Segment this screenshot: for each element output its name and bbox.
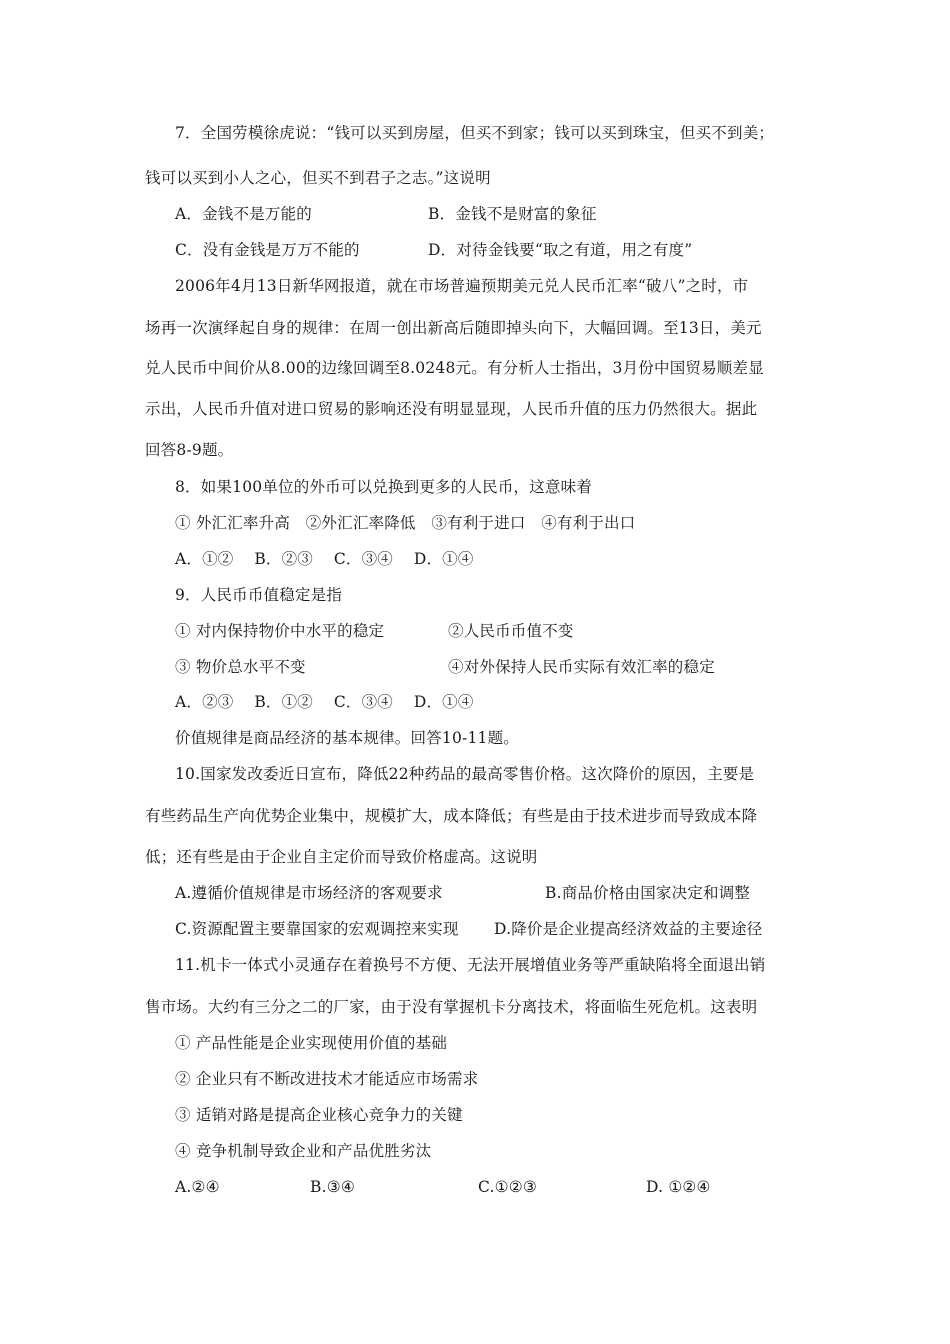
q7-option-a: A．金钱不是万能的 [175, 205, 312, 223]
q8-items: ① 外汇汇率升高 ②外汇汇率降低 ③有利于进口 ④有利于出口 [175, 514, 636, 532]
intro-10-11: 价值规律是商品经济的基本规律。回答10-11题。 [175, 729, 519, 747]
q7-stem-line-1: 7．全国劳模徐虎说：“钱可以买到房屋，但买不到家；钱可以买到珠宝，但买不到美； [175, 124, 775, 142]
passage-line-1: 2006年4月13日新华网报道，就在市场普遍预期美元兑人民币汇率“破八”之时，市 [175, 277, 749, 295]
q11-item-1: ① 产品性能是企业实现使用价值的基础 [175, 1034, 448, 1052]
q9-item-2: ②人民币币值不变 [448, 622, 574, 640]
q9-stem: 9．人民币币值稳定是指 [175, 586, 343, 604]
q11-stem-line-1: 11.机卡一体式小灵通存在着换号不方便、无法开展增值业务等严重缺陷将全面退出销 [175, 956, 766, 974]
q10-option-c: C.资源配置主要靠国家的宏观调控来实现 [175, 920, 459, 938]
q10-stem-line-2: 有些药品生产向优势企业集中，规模扩大，成本降低；有些是由于技术进步而导致成本降 [145, 807, 758, 825]
q11-option-c: C.①②③ [478, 1178, 537, 1196]
q8-stem: 8．如果100单位的外币可以兑换到更多的人民币，这意味着 [175, 478, 593, 496]
q7-option-c: C．没有金钱是万万不能的 [175, 241, 360, 259]
q11-item-4: ④ 竞争机制导致企业和产品优胜劣汰 [175, 1142, 432, 1160]
q11-option-d: D. ①②④ [646, 1178, 711, 1196]
q10-option-b: B.商品价格由国家决定和调整 [545, 884, 751, 902]
q11-item-2: ② 企业只有不断改进技术才能适应市场需求 [175, 1070, 479, 1088]
q7-option-d: D．对待金钱要“取之有道，用之有度” [428, 241, 693, 259]
q10-stem-line-3: 低；还有些是由于企业自主定价而导致价格虚高。这说明 [145, 848, 538, 866]
q8-answers: A．①② B．②③ C．③④ D．①④ [175, 550, 474, 568]
q10-stem-line-1: 10.国家发改委近日宣布，降低22种药品的最高零售价格。这次降价的原因，主要是 [175, 765, 755, 783]
q9-item-1: ① 对内保持物价中水平的稳定 [175, 622, 385, 640]
q11-item-3: ③ 适销对路是提高企业核心竞争力的关键 [175, 1106, 463, 1124]
q10-option-d: D.降价是企业提高经济效益的主要途径 [494, 920, 763, 938]
q9-item-3: ③ 物价总水平不变 [175, 658, 306, 676]
q11-option-a: A.②④ [175, 1178, 220, 1196]
passage-line-4: 示出，人民币升值对进口贸易的影响还没有明显显现，人民币升值的压力仍然很大。据此 [145, 400, 758, 418]
q9-item-4: ④对外保持人民币实际有效汇率的稳定 [448, 658, 715, 676]
q11-stem-line-2: 售市场。大约有三分之二的厂家，由于没有掌握机卡分离技术，将面临生死危机。这表明 [145, 998, 758, 1016]
q7-stem-line-2: 钱可以买到小人之心，但买不到君子之志。”这说明 [145, 169, 491, 187]
q7-option-b: B．金钱不是财富的象征 [428, 205, 597, 223]
q11-option-b: B.③④ [310, 1178, 355, 1196]
passage-line-5: 回答8-9题。 [145, 441, 234, 459]
q9-answers: A．②③ B．①② C．③④ D．①④ [175, 693, 474, 711]
passage-line-3: 兑人民币中间价从8.00的边缘回调至8.0248元。有分析人士指出，3月份中国贸易顺差显 [145, 359, 764, 377]
q10-option-a: A.遵循价值规律是市场经济的客观要求 [175, 884, 443, 902]
passage-line-2: 场再一次演绎起自身的规律：在周一创出新高后随即掉头向下，大幅回调。至13日，美元 [145, 319, 762, 337]
